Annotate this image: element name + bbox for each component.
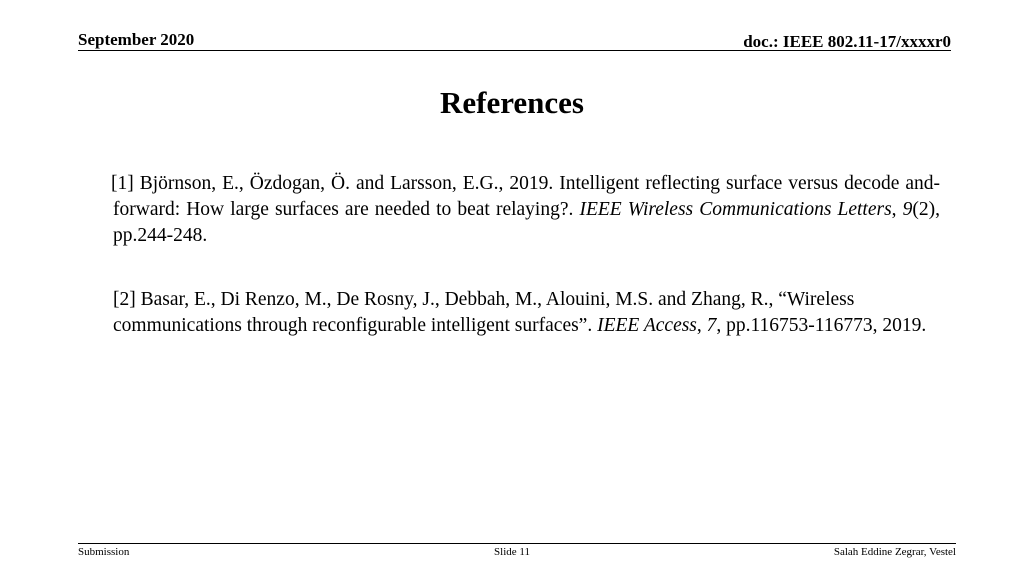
reference-journal: IEEE Wireless Communications Letters <box>579 199 892 220</box>
footer-author: Salah Eddine Zegrar, Vestel <box>833 546 956 558</box>
footer-slide-number: Slide 11 <box>494 546 530 558</box>
reference-pages: (2), pp.244-248. <box>113 199 941 246</box>
footer-divider <box>78 543 956 544</box>
page-title: References <box>439 85 584 120</box>
footer-submission: Submission <box>78 546 130 558</box>
reference-volume: 7 <box>706 315 717 336</box>
reference-text: [1] Björnson, E., Özdogan, Ö. and Larsson, E.G., 2019. Intelligent reflecting surface versus decode and-forward: How large surfaces are needed to beat relaying?. <box>111 173 940 220</box>
header-doc-id: doc.: IEEE 802.11-17/xxxxr0 <box>743 32 951 51</box>
reference-volume: 9 <box>902 199 913 220</box>
reference-separator: , <box>891 199 903 220</box>
reference-text: [2] Basar, E., Di Renzo, M., De Rosny, J., Debbah, M., Alouini, M.S. and Zhang, R., “Wireless communications through reconfigurable intelligent surfaces”. <box>113 289 855 336</box>
reference-item <box>113 171 940 249</box>
reference-journal: IEEE Access <box>597 315 697 336</box>
reference-separator: , <box>696 315 707 336</box>
header-divider <box>78 50 951 51</box>
header-date: September 2020 <box>78 30 195 49</box>
reference-pages: , pp.116753-116773, 2019. <box>716 315 927 336</box>
reference-item <box>113 287 940 339</box>
